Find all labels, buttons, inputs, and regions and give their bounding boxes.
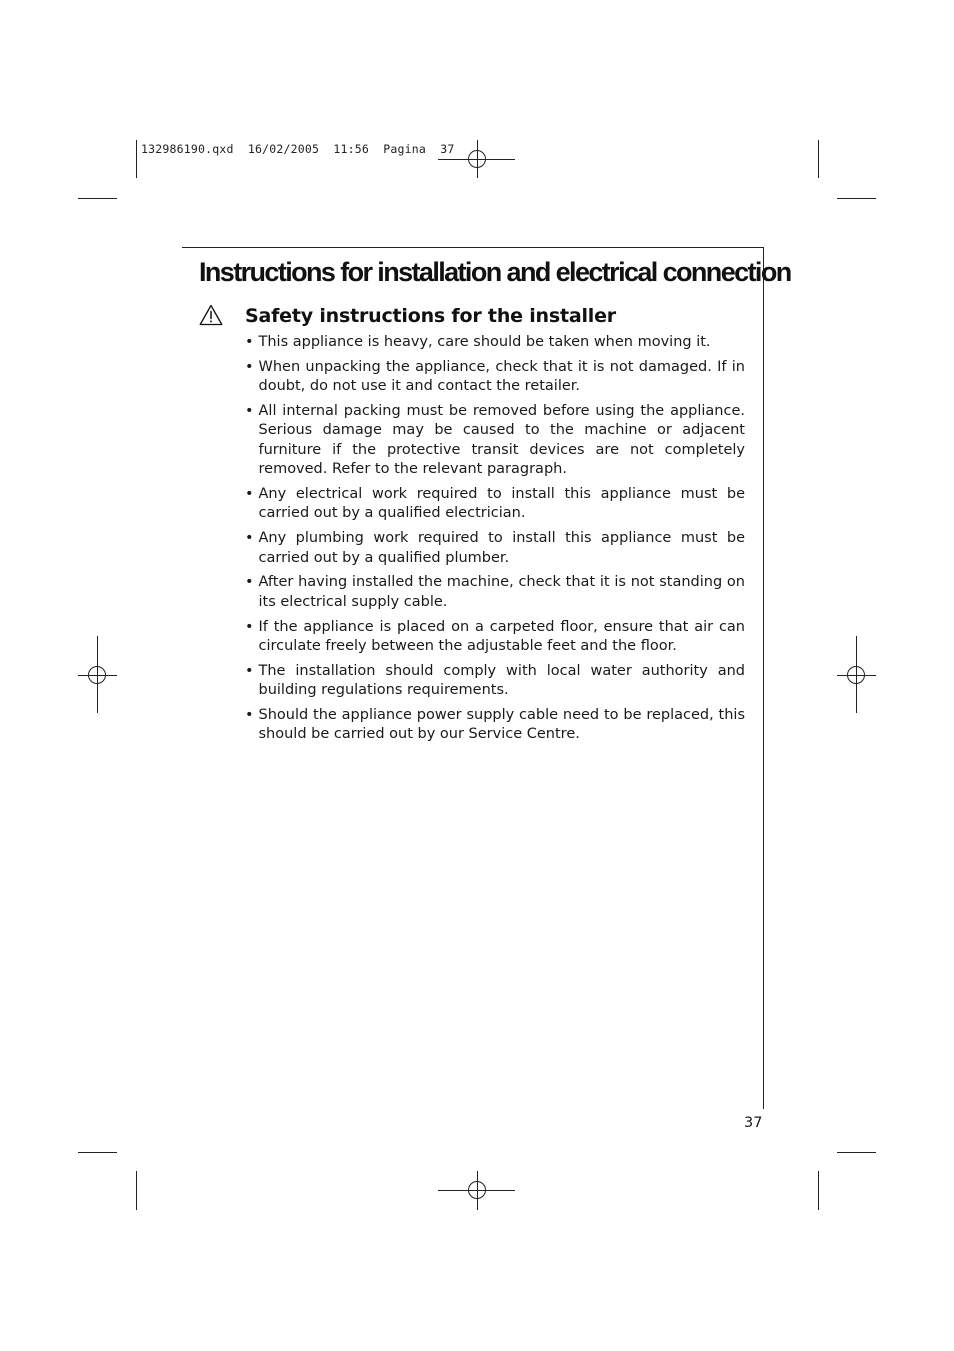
list-item-text: Should the appliance power supply cable need to be replaced, this should be carried out by our Service Centre. bbox=[258, 707, 745, 743]
list-item bbox=[245, 485, 745, 524]
list-item bbox=[245, 333, 745, 352]
bullet-icon: • bbox=[245, 403, 254, 419]
crop-mark bbox=[837, 198, 876, 199]
crop-mark bbox=[837, 1152, 876, 1153]
page-title: Instructions for installation and electrical connection bbox=[199, 257, 791, 287]
list-item-text: If the appliance is placed on a carpeted floor, ensure that air can circulate freely between the adjustable feet and the floor. bbox=[258, 618, 745, 655]
crop-mark bbox=[78, 1152, 117, 1153]
bullet-icon: • bbox=[245, 662, 254, 679]
bullet-icon: • bbox=[245, 530, 254, 547]
crop-mark bbox=[136, 1171, 137, 1210]
section-heading: Safety instructions for the installer bbox=[245, 305, 616, 327]
bullet-icon: • bbox=[245, 334, 254, 350]
print-slug: 132986190.qxd 16/02/2005 11:56 Pagina 37 bbox=[141, 142, 455, 156]
crop-mark bbox=[818, 1171, 819, 1210]
list-item-text: After having installed the machine, check that it is not standing on its electrical supply cable. bbox=[258, 574, 745, 610]
list-item bbox=[245, 573, 745, 612]
margin-rule bbox=[763, 247, 764, 1109]
list-item-text: Any electrical work required to install this appliance must be carried out by a qualified electrician. bbox=[258, 486, 745, 522]
page-number: 37 bbox=[744, 1115, 763, 1131]
list-item-text: The installation should comply with local water authority and building regulations requirements. bbox=[258, 662, 745, 699]
bullet-icon: • bbox=[245, 358, 254, 375]
header-rule bbox=[182, 247, 764, 248]
list-item bbox=[245, 402, 745, 480]
bullet-icon: • bbox=[245, 486, 254, 503]
list-item bbox=[245, 706, 745, 745]
list-item-text: This appliance is heavy, care should be taken when moving it. bbox=[258, 334, 711, 350]
list-item-text: When unpacking the appliance, check that it is not damaged. If in doubt, do not use it and contact the retailer. bbox=[258, 358, 745, 395]
bullet-icon: • bbox=[245, 618, 254, 635]
list-item bbox=[245, 529, 745, 568]
list-item bbox=[245, 358, 745, 397]
list-item-text: All internal packing must be removed before using the appliance. Serious damage may be caused to the machine or adjacent furniture if the protective transit devices are not completely removed. Refer to the relevant paragraph. bbox=[258, 403, 745, 478]
crop-mark bbox=[78, 198, 117, 199]
bullet-icon: • bbox=[245, 707, 254, 724]
list-item bbox=[245, 618, 745, 657]
bullet-icon: • bbox=[245, 574, 254, 591]
crop-mark bbox=[818, 140, 819, 178]
list-item-text: Any plumbing work required to install this appliance must be carried out by a qualified plumber. bbox=[258, 530, 745, 566]
crop-mark bbox=[136, 140, 137, 178]
list-item bbox=[245, 662, 745, 701]
safety-instructions-list bbox=[245, 333, 745, 750]
warning-triangle-icon bbox=[199, 304, 223, 326]
